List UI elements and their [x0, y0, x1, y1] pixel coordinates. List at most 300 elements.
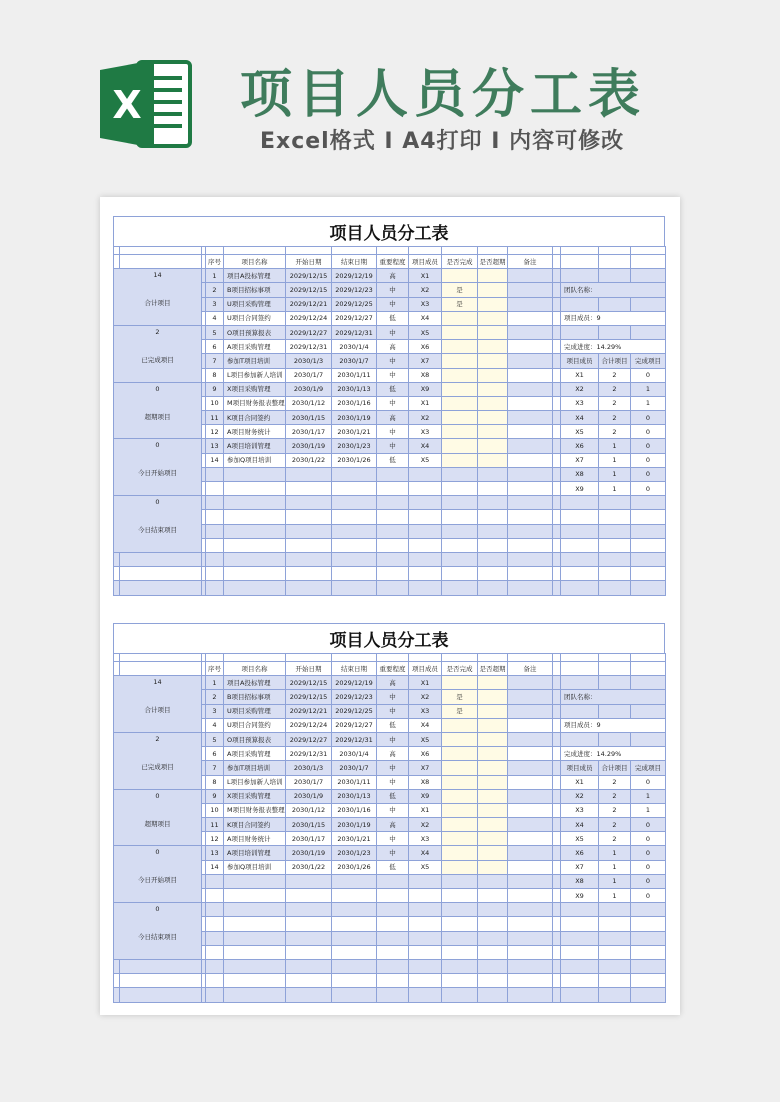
empty-cell[interactable]: [409, 889, 442, 903]
empty-cell[interactable]: [224, 988, 286, 1002]
task-cell[interactable]: U项目合同签约: [224, 311, 286, 325]
empty-cell[interactable]: [442, 581, 478, 595]
task-cell[interactable]: 2029/12/25: [332, 704, 377, 718]
task-cell[interactable]: 2029/12/23: [332, 283, 377, 297]
empty-cell[interactable]: [508, 496, 553, 510]
empty-cell[interactable]: [286, 581, 332, 595]
empty-cell[interactable]: [508, 931, 553, 945]
task-cell[interactable]: X5: [409, 860, 442, 874]
empty-cell[interactable]: [377, 538, 409, 552]
task-cell[interactable]: A项目财务统计: [224, 425, 286, 439]
task-cell[interactable]: 低: [377, 382, 409, 396]
empty-cell[interactable]: [409, 917, 442, 931]
empty-cell[interactable]: [224, 945, 286, 959]
empty-cell[interactable]: [224, 524, 286, 538]
task-cell[interactable]: 高: [377, 411, 409, 425]
task-cell[interactable]: 中: [377, 283, 409, 297]
task-cell[interactable]: 10: [206, 396, 224, 410]
empty-cell[interactable]: [508, 874, 553, 888]
task-cell[interactable]: X6: [409, 340, 442, 354]
task-cell[interactable]: 2030/1/19: [332, 818, 377, 832]
task-cell[interactable]: X4: [409, 846, 442, 860]
empty-cell[interactable]: [377, 510, 409, 524]
task-cell[interactable]: [442, 732, 478, 746]
empty-cell[interactable]: [508, 467, 553, 481]
empty-cell[interactable]: [478, 467, 508, 481]
task-cell[interactable]: 参加Q项目培训: [224, 453, 286, 467]
task-cell[interactable]: [478, 439, 508, 453]
task-cell[interactable]: X9: [409, 789, 442, 803]
task-cell[interactable]: A项目采购管理: [224, 747, 286, 761]
task-cell[interactable]: X5: [409, 453, 442, 467]
task-cell[interactable]: 2030/1/19: [286, 439, 332, 453]
empty-cell[interactable]: [286, 482, 332, 496]
task-cell[interactable]: [478, 832, 508, 846]
task-cell[interactable]: [478, 297, 508, 311]
empty-cell[interactable]: [332, 889, 377, 903]
remark-cell[interactable]: [508, 453, 553, 467]
task-cell[interactable]: 2030/1/22: [286, 453, 332, 467]
task-cell[interactable]: 14: [206, 453, 224, 467]
empty-cell[interactable]: [377, 496, 409, 510]
task-cell[interactable]: X8: [409, 775, 442, 789]
task-cell[interactable]: 2030/1/7: [332, 354, 377, 368]
empty-cell[interactable]: [377, 889, 409, 903]
empty-cell[interactable]: [478, 974, 508, 988]
empty-cell[interactable]: [224, 931, 286, 945]
task-cell[interactable]: A项目采购管理: [224, 340, 286, 354]
task-cell[interactable]: 2030/1/17: [286, 425, 332, 439]
empty-cell[interactable]: [286, 567, 332, 581]
task-cell[interactable]: 11: [206, 411, 224, 425]
task-cell[interactable]: 中: [377, 690, 409, 704]
remark-cell[interactable]: [508, 789, 553, 803]
task-cell[interactable]: [442, 325, 478, 339]
remark-cell[interactable]: [508, 411, 553, 425]
task-cell[interactable]: 2029/12/31: [332, 325, 377, 339]
empty-cell[interactable]: [332, 510, 377, 524]
task-cell[interactable]: B项目招标事项: [224, 283, 286, 297]
task-cell[interactable]: [478, 818, 508, 832]
task-cell[interactable]: [478, 747, 508, 761]
task-cell[interactable]: 中: [377, 732, 409, 746]
remark-cell[interactable]: [508, 832, 553, 846]
task-cell[interactable]: 中: [377, 761, 409, 775]
task-cell[interactable]: 2029/12/15: [286, 690, 332, 704]
empty-cell[interactable]: [332, 482, 377, 496]
task-cell[interactable]: [442, 453, 478, 467]
task-cell[interactable]: X1: [409, 396, 442, 410]
task-cell[interactable]: 高: [377, 676, 409, 690]
task-cell[interactable]: [478, 761, 508, 775]
empty-cell[interactable]: [206, 959, 224, 973]
empty-cell[interactable]: [206, 482, 224, 496]
task-cell[interactable]: X7: [409, 761, 442, 775]
empty-cell[interactable]: [224, 538, 286, 552]
task-cell[interactable]: X1: [409, 803, 442, 817]
remark-cell[interactable]: [508, 803, 553, 817]
empty-cell[interactable]: [409, 482, 442, 496]
task-cell[interactable]: 中: [377, 704, 409, 718]
empty-cell[interactable]: [478, 945, 508, 959]
task-cell[interactable]: 中: [377, 846, 409, 860]
task-cell[interactable]: [478, 860, 508, 874]
empty-cell[interactable]: [286, 917, 332, 931]
task-cell[interactable]: [442, 368, 478, 382]
empty-cell[interactable]: [332, 581, 377, 595]
empty-cell[interactable]: [377, 917, 409, 931]
task-cell[interactable]: [442, 846, 478, 860]
empty-cell[interactable]: [332, 974, 377, 988]
task-cell[interactable]: [442, 269, 478, 283]
empty-cell[interactable]: [332, 467, 377, 481]
task-cell[interactable]: [478, 732, 508, 746]
task-cell[interactable]: 2029/12/31: [332, 732, 377, 746]
remark-cell[interactable]: [508, 269, 553, 283]
task-cell[interactable]: [478, 704, 508, 718]
empty-cell[interactable]: [478, 988, 508, 1002]
empty-cell[interactable]: [332, 945, 377, 959]
empty-cell[interactable]: [409, 581, 442, 595]
task-cell[interactable]: [478, 775, 508, 789]
remark-cell[interactable]: [508, 368, 553, 382]
task-cell[interactable]: [442, 818, 478, 832]
task-cell[interactable]: 是: [442, 704, 478, 718]
task-cell[interactable]: M项目财务报表整理: [224, 803, 286, 817]
task-cell[interactable]: [478, 676, 508, 690]
task-cell[interactable]: 低: [377, 718, 409, 732]
task-cell[interactable]: 2030/1/23: [332, 439, 377, 453]
empty-cell[interactable]: [332, 931, 377, 945]
empty-cell[interactable]: [442, 552, 478, 566]
task-cell[interactable]: 2: [206, 283, 224, 297]
empty-cell[interactable]: [286, 524, 332, 538]
empty-cell[interactable]: [206, 496, 224, 510]
task-cell[interactable]: 2030/1/16: [332, 803, 377, 817]
task-cell[interactable]: 2030/1/26: [332, 860, 377, 874]
remark-cell[interactable]: [508, 283, 553, 297]
empty-cell[interactable]: [286, 538, 332, 552]
task-cell[interactable]: 项目A投标管理: [224, 676, 286, 690]
task-cell[interactable]: 1: [206, 269, 224, 283]
task-cell[interactable]: 10: [206, 803, 224, 817]
task-cell[interactable]: 2029/12/27: [332, 311, 377, 325]
task-cell[interactable]: X5: [409, 732, 442, 746]
task-cell[interactable]: 1: [206, 676, 224, 690]
task-cell[interactable]: [478, 269, 508, 283]
empty-cell[interactable]: [442, 889, 478, 903]
empty-cell[interactable]: [508, 552, 553, 566]
task-cell[interactable]: 2030/1/22: [286, 860, 332, 874]
task-cell[interactable]: 2029/12/15: [286, 676, 332, 690]
task-cell[interactable]: 中: [377, 425, 409, 439]
remark-cell[interactable]: [508, 690, 553, 704]
task-cell[interactable]: 2029/12/31: [286, 340, 332, 354]
task-cell[interactable]: 2029/12/23: [332, 690, 377, 704]
task-cell[interactable]: 2030/1/9: [286, 382, 332, 396]
empty-cell[interactable]: [286, 874, 332, 888]
empty-cell[interactable]: [206, 931, 224, 945]
task-cell[interactable]: 中: [377, 832, 409, 846]
empty-cell[interactable]: [508, 959, 553, 973]
task-cell[interactable]: 2029/12/21: [286, 704, 332, 718]
task-cell[interactable]: 2030/1/12: [286, 803, 332, 817]
task-cell[interactable]: 2030/1/15: [286, 411, 332, 425]
task-cell[interactable]: 项目A投标管理: [224, 269, 286, 283]
task-cell[interactable]: 14: [206, 860, 224, 874]
empty-cell[interactable]: [206, 524, 224, 538]
task-cell[interactable]: 8: [206, 368, 224, 382]
empty-cell[interactable]: [442, 945, 478, 959]
empty-cell[interactable]: [377, 581, 409, 595]
task-cell[interactable]: 2030/1/12: [286, 396, 332, 410]
task-cell[interactable]: 2030/1/9: [286, 789, 332, 803]
task-cell[interactable]: 7: [206, 761, 224, 775]
remark-cell[interactable]: [508, 775, 553, 789]
empty-cell[interactable]: [332, 874, 377, 888]
empty-cell[interactable]: [409, 931, 442, 945]
remark-cell[interactable]: [508, 747, 553, 761]
task-cell[interactable]: X2: [409, 283, 442, 297]
empty-cell[interactable]: [409, 538, 442, 552]
task-cell[interactable]: X9: [409, 382, 442, 396]
empty-cell[interactable]: [377, 903, 409, 917]
task-cell[interactable]: 参加T项目培训: [224, 354, 286, 368]
empty-cell[interactable]: [332, 988, 377, 1002]
task-cell[interactable]: [442, 396, 478, 410]
task-cell[interactable]: [442, 425, 478, 439]
empty-cell[interactable]: [206, 874, 224, 888]
empty-cell[interactable]: [224, 903, 286, 917]
task-cell[interactable]: 高: [377, 269, 409, 283]
task-cell[interactable]: 2030/1/3: [286, 761, 332, 775]
empty-cell[interactable]: [377, 524, 409, 538]
empty-cell[interactable]: [206, 552, 224, 566]
empty-cell[interactable]: [442, 538, 478, 552]
empty-cell[interactable]: [332, 496, 377, 510]
empty-cell[interactable]: [478, 874, 508, 888]
task-cell[interactable]: [442, 832, 478, 846]
task-cell[interactable]: 12: [206, 425, 224, 439]
empty-cell[interactable]: [332, 552, 377, 566]
task-cell[interactable]: 2029/12/19: [332, 676, 377, 690]
task-cell[interactable]: 中: [377, 297, 409, 311]
task-cell[interactable]: 高: [377, 340, 409, 354]
remark-cell[interactable]: [508, 311, 553, 325]
remark-cell[interactable]: [508, 846, 553, 860]
empty-cell[interactable]: [508, 945, 553, 959]
task-cell[interactable]: [478, 803, 508, 817]
task-cell[interactable]: [442, 411, 478, 425]
task-cell[interactable]: 中: [377, 803, 409, 817]
task-cell[interactable]: 2029/12/24: [286, 311, 332, 325]
task-cell[interactable]: 2: [206, 690, 224, 704]
task-cell[interactable]: 2030/1/23: [332, 846, 377, 860]
task-cell[interactable]: 2029/12/27: [286, 325, 332, 339]
task-cell[interactable]: 2029/12/31: [286, 747, 332, 761]
empty-cell[interactable]: [442, 959, 478, 973]
task-cell[interactable]: K项目合同签约: [224, 411, 286, 425]
empty-cell[interactable]: [286, 467, 332, 481]
empty-cell[interactable]: [409, 945, 442, 959]
task-cell[interactable]: X3: [409, 425, 442, 439]
empty-cell[interactable]: [508, 903, 553, 917]
empty-cell[interactable]: [442, 988, 478, 1002]
empty-cell[interactable]: [377, 482, 409, 496]
task-cell[interactable]: X6: [409, 747, 442, 761]
empty-cell[interactable]: [409, 959, 442, 973]
task-cell[interactable]: 2030/1/21: [332, 832, 377, 846]
empty-cell[interactable]: [286, 959, 332, 973]
task-cell[interactable]: 是: [442, 283, 478, 297]
remark-cell[interactable]: [508, 354, 553, 368]
empty-cell[interactable]: [206, 917, 224, 931]
empty-cell[interactable]: [409, 903, 442, 917]
task-cell[interactable]: [442, 340, 478, 354]
empty-cell[interactable]: [286, 903, 332, 917]
task-cell[interactable]: 2030/1/13: [332, 382, 377, 396]
task-cell[interactable]: [478, 340, 508, 354]
empty-cell[interactable]: [442, 974, 478, 988]
empty-cell[interactable]: [442, 467, 478, 481]
remark-cell[interactable]: [508, 297, 553, 311]
empty-cell[interactable]: [286, 510, 332, 524]
remark-cell[interactable]: [508, 325, 553, 339]
task-cell[interactable]: [478, 396, 508, 410]
empty-cell[interactable]: [478, 482, 508, 496]
task-cell[interactable]: A项目财务统计: [224, 832, 286, 846]
task-cell[interactable]: 2029/12/25: [332, 297, 377, 311]
task-cell[interactable]: L项目参加新人培训: [224, 368, 286, 382]
task-cell[interactable]: [442, 747, 478, 761]
task-cell[interactable]: 6: [206, 340, 224, 354]
task-cell[interactable]: 2030/1/19: [332, 411, 377, 425]
empty-cell[interactable]: [332, 917, 377, 931]
empty-cell[interactable]: [409, 510, 442, 524]
task-cell[interactable]: 低: [377, 453, 409, 467]
task-cell[interactable]: 6: [206, 747, 224, 761]
task-cell[interactable]: X8: [409, 368, 442, 382]
empty-cell[interactable]: [206, 538, 224, 552]
empty-cell[interactable]: [286, 988, 332, 1002]
task-cell[interactable]: [478, 411, 508, 425]
empty-cell[interactable]: [224, 581, 286, 595]
empty-cell[interactable]: [442, 567, 478, 581]
remark-cell[interactable]: [508, 340, 553, 354]
task-cell[interactable]: 3: [206, 704, 224, 718]
empty-cell[interactable]: [409, 524, 442, 538]
task-cell[interactable]: 中: [377, 396, 409, 410]
empty-cell[interactable]: [332, 959, 377, 973]
empty-cell[interactable]: [286, 945, 332, 959]
empty-cell[interactable]: [377, 567, 409, 581]
task-cell[interactable]: 参加Q项目培训: [224, 860, 286, 874]
task-cell[interactable]: [442, 354, 478, 368]
empty-cell[interactable]: [377, 467, 409, 481]
task-cell[interactable]: X项目采购管理: [224, 382, 286, 396]
task-cell[interactable]: X4: [409, 718, 442, 732]
empty-cell[interactable]: [508, 974, 553, 988]
empty-cell[interactable]: [508, 567, 553, 581]
empty-cell[interactable]: [508, 917, 553, 931]
empty-cell[interactable]: [409, 988, 442, 1002]
task-cell[interactable]: A项目培训管理: [224, 846, 286, 860]
task-cell[interactable]: 13: [206, 439, 224, 453]
task-cell[interactable]: 低: [377, 311, 409, 325]
task-cell[interactable]: 3: [206, 297, 224, 311]
task-cell[interactable]: X1: [409, 269, 442, 283]
task-cell[interactable]: 高: [377, 818, 409, 832]
task-cell[interactable]: 2030/1/16: [332, 396, 377, 410]
empty-cell[interactable]: [478, 552, 508, 566]
task-cell[interactable]: 是: [442, 297, 478, 311]
empty-cell[interactable]: [224, 467, 286, 481]
task-cell[interactable]: 2030/1/4: [332, 340, 377, 354]
empty-cell[interactable]: [377, 959, 409, 973]
remark-cell[interactable]: [508, 676, 553, 690]
task-cell[interactable]: 2030/1/4: [332, 747, 377, 761]
empty-cell[interactable]: [508, 581, 553, 595]
empty-cell[interactable]: [377, 988, 409, 1002]
task-cell[interactable]: [442, 311, 478, 325]
empty-cell[interactable]: [442, 496, 478, 510]
empty-cell[interactable]: [409, 974, 442, 988]
task-cell[interactable]: 8: [206, 775, 224, 789]
task-cell[interactable]: 2030/1/17: [286, 832, 332, 846]
task-cell[interactable]: 参加T项目培训: [224, 761, 286, 775]
empty-cell[interactable]: [206, 889, 224, 903]
task-cell[interactable]: 2029/12/19: [332, 269, 377, 283]
task-cell[interactable]: 2029/12/21: [286, 297, 332, 311]
empty-cell[interactable]: [442, 524, 478, 538]
empty-cell[interactable]: [224, 874, 286, 888]
task-cell[interactable]: 2030/1/13: [332, 789, 377, 803]
empty-cell[interactable]: [286, 931, 332, 945]
task-cell[interactable]: 中: [377, 439, 409, 453]
empty-cell[interactable]: [478, 538, 508, 552]
empty-cell[interactable]: [478, 903, 508, 917]
task-cell[interactable]: X2: [409, 411, 442, 425]
empty-cell[interactable]: [206, 945, 224, 959]
task-cell[interactable]: [442, 761, 478, 775]
empty-cell[interactable]: [377, 552, 409, 566]
empty-cell[interactable]: [224, 567, 286, 581]
empty-cell[interactable]: [332, 538, 377, 552]
empty-cell[interactable]: [409, 874, 442, 888]
task-cell[interactable]: X1: [409, 676, 442, 690]
empty-cell[interactable]: [442, 874, 478, 888]
task-cell[interactable]: [478, 846, 508, 860]
empty-cell[interactable]: [224, 552, 286, 566]
task-cell[interactable]: X7: [409, 354, 442, 368]
task-cell[interactable]: [442, 789, 478, 803]
empty-cell[interactable]: [478, 581, 508, 595]
task-cell[interactable]: [478, 283, 508, 297]
empty-cell[interactable]: [206, 974, 224, 988]
task-cell[interactable]: [478, 425, 508, 439]
task-cell[interactable]: 2029/12/15: [286, 283, 332, 297]
task-cell[interactable]: 2029/12/24: [286, 718, 332, 732]
task-cell[interactable]: 4: [206, 311, 224, 325]
empty-cell[interactable]: [377, 931, 409, 945]
task-cell[interactable]: 中: [377, 354, 409, 368]
task-cell[interactable]: 4: [206, 718, 224, 732]
task-cell[interactable]: 2030/1/7: [332, 761, 377, 775]
empty-cell[interactable]: [442, 917, 478, 931]
task-cell[interactable]: [442, 676, 478, 690]
remark-cell[interactable]: [508, 382, 553, 396]
empty-cell[interactable]: [206, 903, 224, 917]
